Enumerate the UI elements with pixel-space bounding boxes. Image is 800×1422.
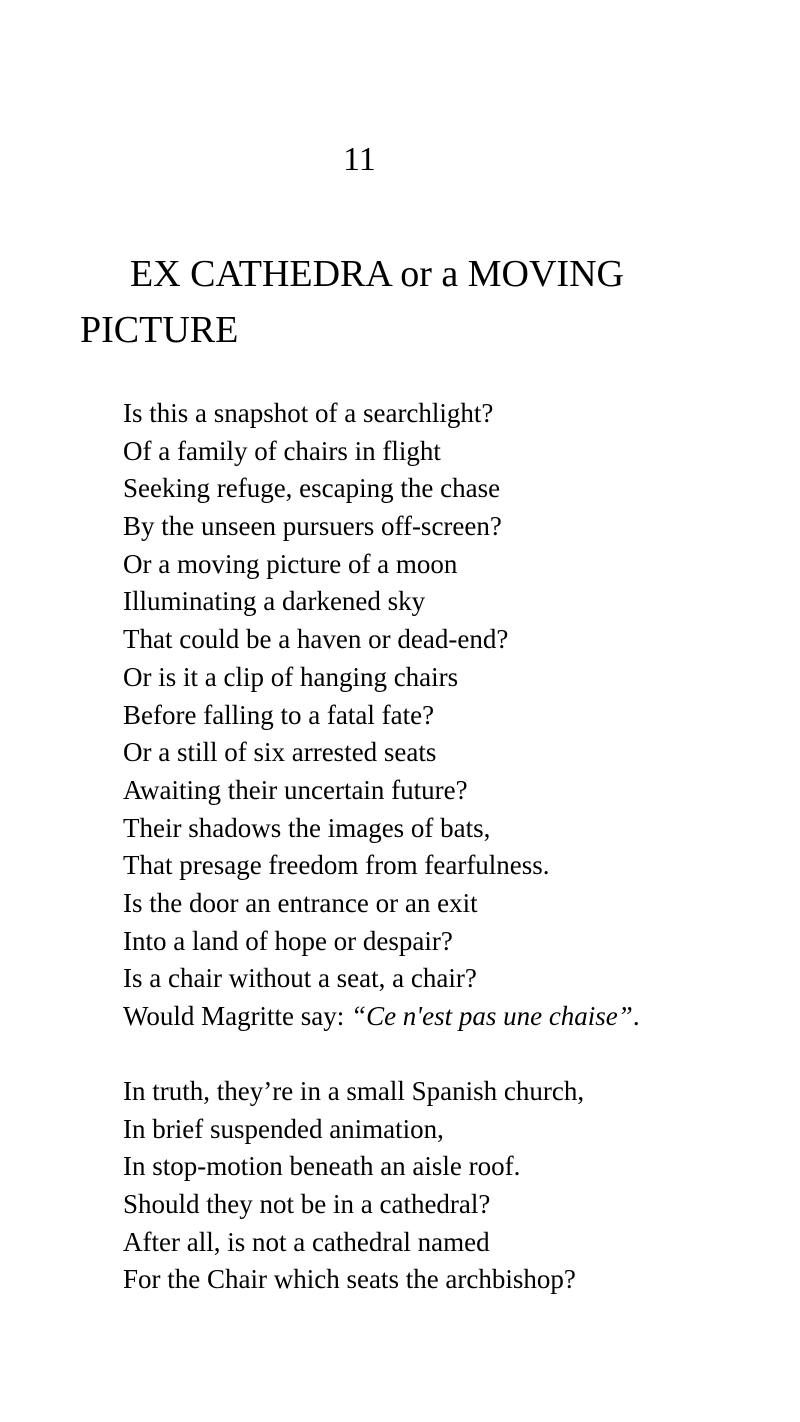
- poem-line: In brief suspended animation,: [123, 1113, 444, 1144]
- poem-line: For the Chair which seats the archbishop?: [123, 1264, 576, 1295]
- poem-line: Before falling to a fatal fate?: [123, 699, 435, 730]
- poem-line: Of a family of chairs in flight: [123, 435, 441, 466]
- magritte-quote: “Ce n'est pas une chaise”: [351, 1001, 633, 1031]
- poem-line: Is this a snapshot of a searchlight?: [123, 398, 494, 428]
- stanza-1: [123, 395, 783, 1036]
- poem-line: Their shadows the images of bats,: [123, 812, 491, 843]
- poem-title: EX CATHEDRA or a MOVING PICTURE: [80, 253, 624, 351]
- poem-line: Should they not be in a cathedral?: [123, 1189, 491, 1220]
- poem-line: Illuminating a darkened sky: [123, 586, 426, 617]
- poem-line: Awaiting their uncertain future?: [123, 774, 468, 805]
- magritte-prefix: Would Magritte say:: [123, 1001, 352, 1031]
- poem-line: Or a still of six arrested seats: [123, 737, 437, 768]
- poem-line: Seeking refuge, escaping the chase: [123, 473, 501, 504]
- poem-line: That presage freedom from fearfulness.: [123, 850, 550, 881]
- page-number: 11: [343, 141, 376, 178]
- magritte-suffix: .: [632, 1001, 640, 1031]
- poem-line: That could be a haven or dead-end?: [123, 624, 509, 655]
- poem-line: Is a chair without a seat, a chair?: [123, 963, 477, 994]
- poem-line: After all, is not a cathedral named: [123, 1226, 490, 1257]
- stanza-2: [123, 1073, 783, 1299]
- poem-line-magritte: [123, 998, 783, 1036]
- poem-line: Or a moving picture of a moon: [123, 548, 458, 579]
- poem-line: Or is it a clip of hanging chairs: [123, 661, 459, 692]
- poem-line: Is the door an entrance or an exit: [123, 887, 478, 918]
- poem-line: In truth, they’re in a small Spanish church,: [123, 1076, 585, 1106]
- poem-line: In stop-motion beneath an aisle roof.: [123, 1151, 521, 1182]
- poem-line: Into a land of hope or despair?: [123, 925, 453, 956]
- poem-line: By the unseen pursuers off-screen?: [123, 511, 502, 542]
